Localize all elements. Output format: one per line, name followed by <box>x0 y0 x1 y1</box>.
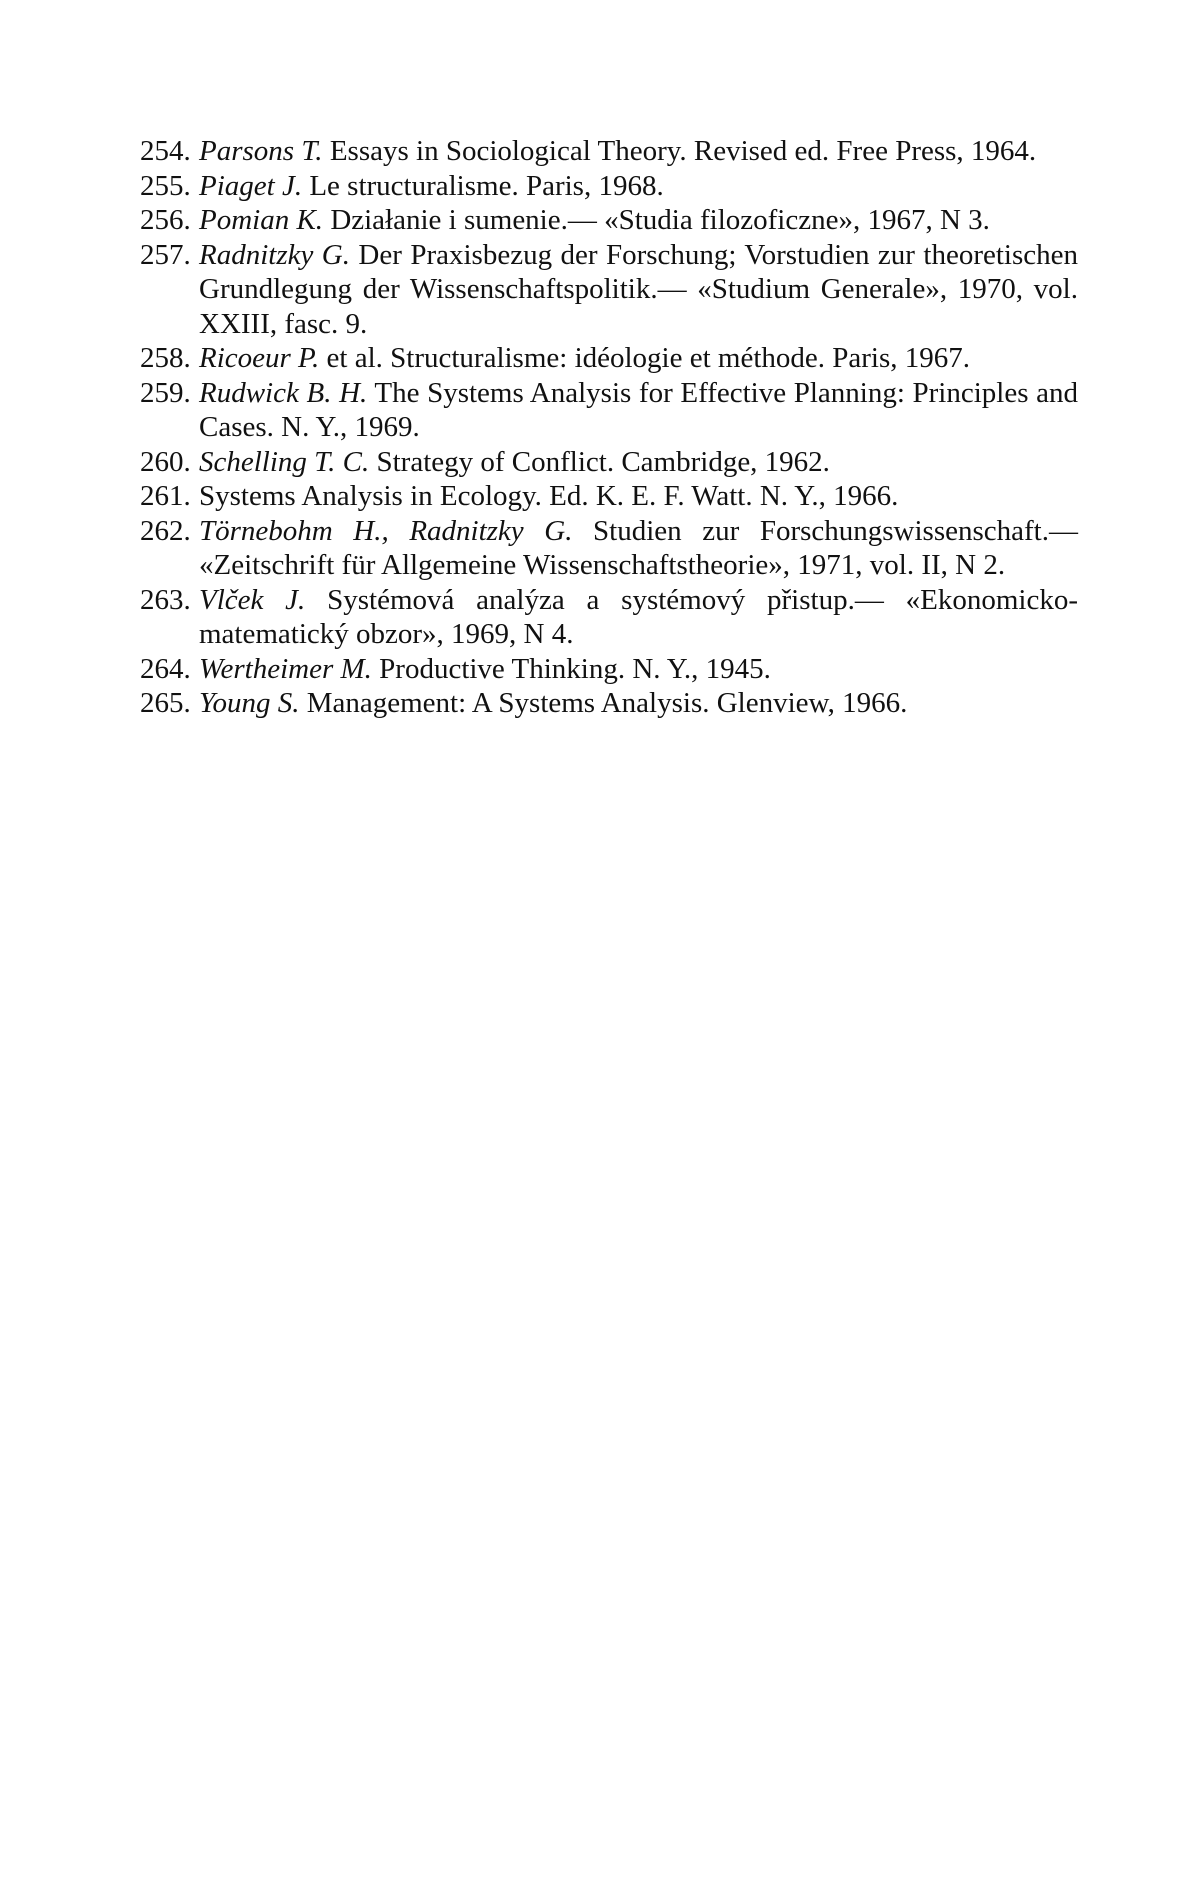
reference-number: 256. <box>140 204 191 236</box>
reference-author: Vlček J. <box>199 583 306 616</box>
reference-entry-261 <box>140 479 1078 514</box>
reference-text: et al. Structuralisme: idéologie et méthode. Paris, 1967. <box>319 342 971 374</box>
reference-text: Działanie i sumenie.— «Studia filozoficzne», 1967, N 3. <box>323 204 990 236</box>
reference-text: Systémová analýza a systémový přistup.— «Ekonomicko-matematický obzor», 1969, N 4. <box>199 583 1078 650</box>
reference-author: Schelling T. C. <box>199 445 370 478</box>
reference-entry-255 <box>140 169 1078 204</box>
reference-number: 254. <box>140 135 191 167</box>
reference-text: Strategy of Conflict. Cambridge, 1962. <box>369 445 830 478</box>
reference-entry-262 <box>140 514 1078 583</box>
reference-entry-260 <box>140 445 1078 480</box>
reference-number: 259. <box>140 376 191 409</box>
reference-text: Systems Analysis in Ecology. Ed. K. E. F. Watt. N. Y., 1966. <box>199 480 899 512</box>
reference-text: Management: A Systems Analysis. Glenview, 1966. <box>299 687 908 719</box>
reference-entry-258 <box>140 341 1078 376</box>
reference-author: Piaget J. <box>199 169 303 202</box>
reference-author: Pomian K. <box>199 204 324 236</box>
reference-number: 260. <box>140 445 191 478</box>
reference-number: 262. <box>140 514 191 547</box>
reference-number: 264. <box>140 652 191 685</box>
reference-author: Ricoeur P. <box>199 342 320 374</box>
reference-entry-257 <box>140 238 1078 342</box>
reference-entry-259 <box>140 376 1078 445</box>
reference-number: 257. <box>140 238 191 271</box>
reference-text: Der Praxisbezug der Forschung; Vorstudien zur theoretischen Grundlegung der Wissenschaftspolitik.— «Studium Generale», 1970, vol. XXIII, fasc. 9. <box>199 238 1078 340</box>
reference-entry-263 <box>140 583 1078 652</box>
reference-entry-265 <box>140 686 1078 721</box>
reference-entry-256 <box>140 203 1078 238</box>
reference-text: The Systems Analysis for Effective Planning: Principles and Cases. N. Y., 1969. <box>199 376 1078 443</box>
reference-author: Parsons T. <box>199 135 323 167</box>
reference-number: 265. <box>140 687 191 719</box>
reference-text: Studien zur Forschungswissenschaft.— «Zeitschrift für Allgemeine Wissenschaftstheorie», 1971, vol. II, N 2. <box>199 514 1078 581</box>
reference-text: Productive Thinking. N. Y., 1945. <box>371 652 771 685</box>
reference-number: 255. <box>140 169 191 202</box>
reference-entry-264 <box>140 652 1078 687</box>
reference-entry-254 <box>140 134 1078 169</box>
reference-author: Young S. <box>199 687 300 719</box>
reference-text: Essays in Sociological Theory. Revised ed. Free Press, 1964. <box>322 135 1037 167</box>
reference-number: 258. <box>140 342 191 374</box>
reference-author: Radnitzky G. <box>199 238 350 271</box>
reference-author: Rudwick B. H. <box>199 376 368 409</box>
reference-author: Wertheimer M. <box>199 652 372 685</box>
reference-text: Le structuralisme. Paris, 1968. <box>302 169 664 202</box>
reference-number: 261. <box>140 480 191 512</box>
reference-author: Törnebohm H., Radnitzky G. <box>199 514 573 547</box>
reference-list <box>140 134 1078 721</box>
reference-number: 263. <box>140 583 191 616</box>
